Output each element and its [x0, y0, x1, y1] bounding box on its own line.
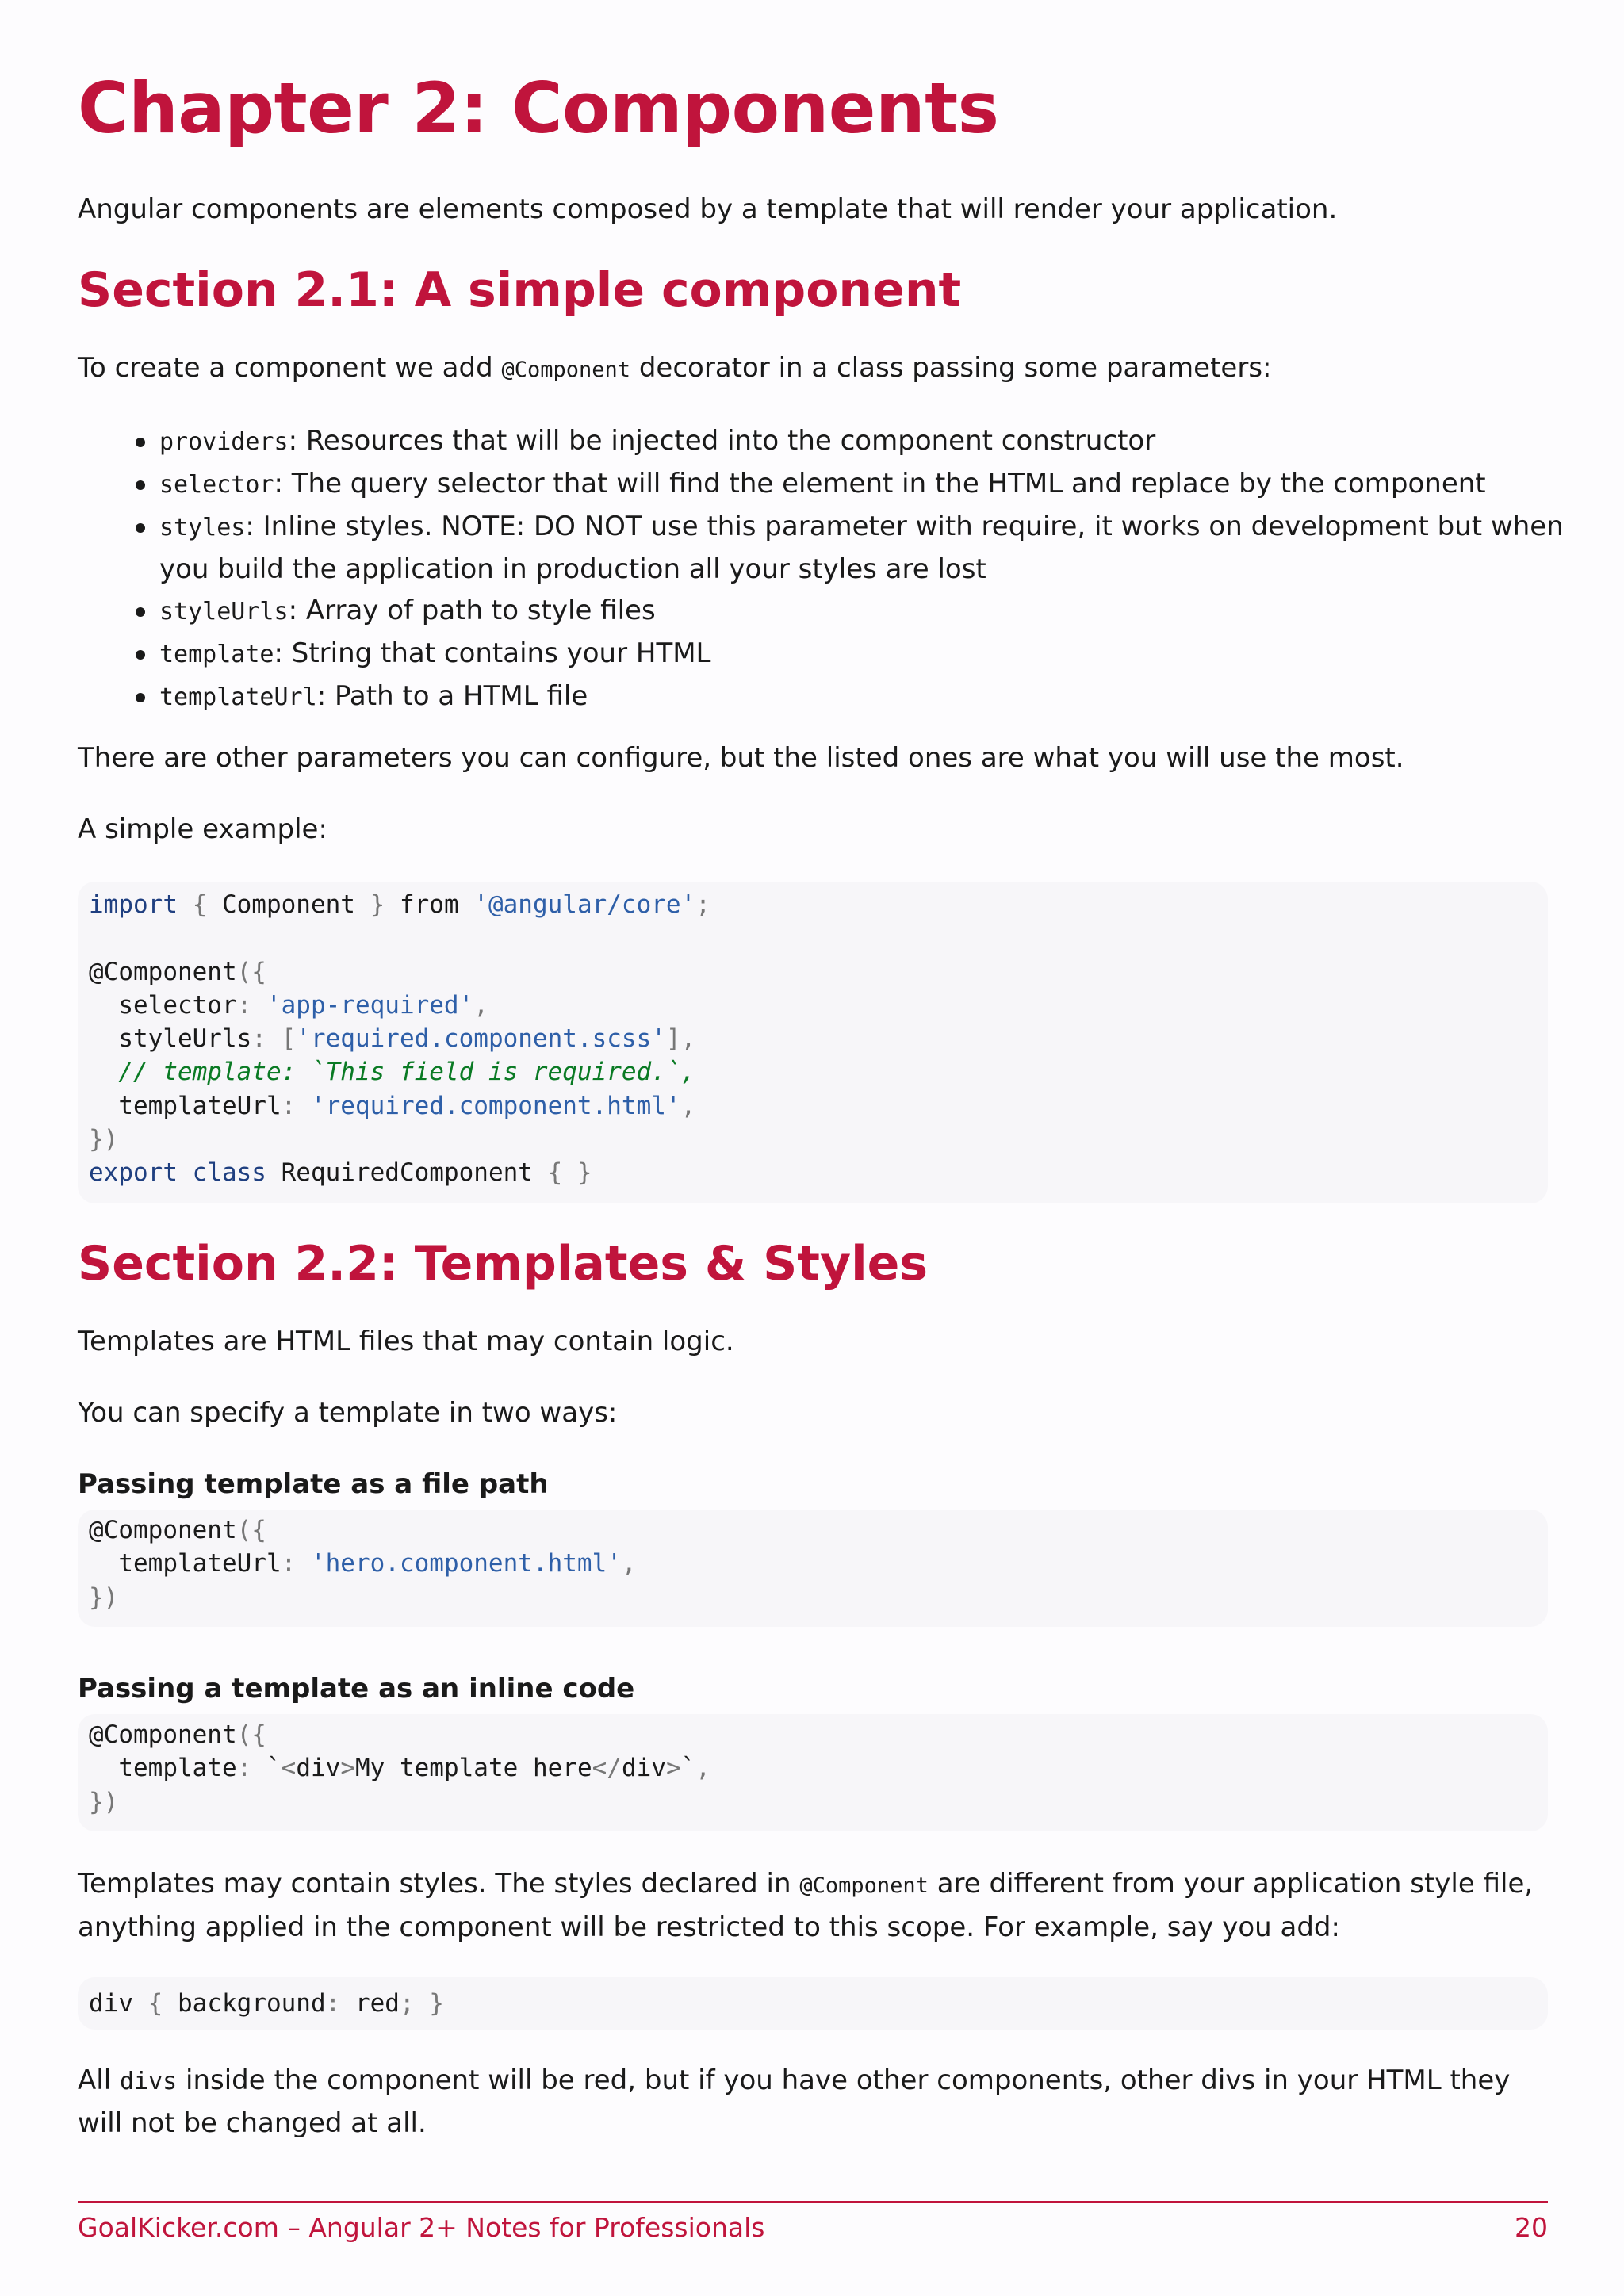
code-block-css	[78, 1977, 1548, 2030]
code-token: ({	[236, 957, 266, 986]
code-token: 'required.component.scss'	[296, 1024, 666, 1054]
code-token: ({	[236, 1516, 266, 1544]
param-desc: : Array of path to style files	[288, 595, 656, 626]
code-token: :	[236, 990, 266, 1020]
footer-divider	[78, 2201, 1548, 2203]
param-name: template	[159, 641, 274, 668]
code-token: </	[592, 1754, 622, 1783]
code-token: {	[133, 1989, 178, 2018]
code-token: ({	[236, 1720, 266, 1749]
code-token: ;	[399, 1989, 430, 2018]
code-token: RequiredComponent	[266, 1158, 548, 1188]
param-name: templateUrl	[159, 683, 317, 711]
code-token: template	[89, 1754, 237, 1783]
code-token: 'app-required'	[266, 990, 474, 1020]
param-desc: : Inline styles. NOTE: DO NOT use this parameter with require, it works on development but when you build the application in production all your styles are lost	[159, 511, 1564, 585]
code-token: ;	[695, 890, 710, 919]
code-token: }	[354, 890, 400, 919]
code-token: :	[281, 1549, 311, 1578]
paragraph-text: Templates may contain styles. The styles declared in	[78, 1868, 800, 1900]
code-token: :	[281, 1091, 311, 1120]
example-label: A simple example:	[78, 813, 327, 845]
code-token: >	[340, 1754, 355, 1783]
list-item	[78, 420, 1622, 463]
list-item	[78, 633, 1622, 675]
code-token: red	[354, 1989, 400, 2018]
param-desc: : String that contains your HTML	[274, 637, 711, 669]
chapter-intro: Angular components are elements composed by a template that will render your application.	[78, 193, 1338, 225]
footer-source: GoalKicker.com – Angular 2+ Notes for Professionals	[78, 2212, 765, 2243]
code-token: 'hero.component.html'	[310, 1549, 622, 1578]
section-2-2-title: Section 2.2: Templates & Styles	[78, 1236, 929, 1292]
templates-intro: Templates are HTML files that may contain logic.	[78, 1326, 734, 1357]
code-token: div	[296, 1754, 341, 1783]
code-token: {	[177, 890, 222, 919]
code-token: >	[665, 1754, 681, 1783]
code-token: My template here	[354, 1754, 592, 1783]
final-paragraph	[78, 2060, 1548, 2144]
code-token: ,	[695, 1754, 710, 1783]
inline-code: divs	[119, 2068, 178, 2095]
code-block-inline-template	[78, 1714, 1548, 1831]
param-name: styleUrls	[159, 598, 289, 626]
inline-code: @Component	[799, 1873, 929, 1898]
code-token: div	[621, 1754, 666, 1783]
code-token: : [	[251, 1024, 297, 1054]
param-desc: : Resources that will be injected into the component constructor	[288, 425, 1156, 457]
param-name: selector	[159, 471, 274, 499]
code-token: templateUrl	[89, 1091, 282, 1120]
code-token: templateUrl	[89, 1549, 282, 1578]
parameter-list	[78, 420, 1622, 718]
page-number: 20	[1515, 2212, 1548, 2243]
code-block-component	[78, 882, 1548, 1203]
code-token: `	[680, 1754, 696, 1783]
code-token: :	[325, 1989, 355, 2018]
list-item	[78, 463, 1622, 506]
code-token: `	[266, 1754, 282, 1783]
code-token: :	[236, 1754, 266, 1783]
document-page	[78, 0, 1564, 2296]
code-token: ,	[621, 1549, 637, 1578]
list-item	[78, 590, 1622, 633]
code-block-template-url	[78, 1510, 1548, 1627]
param-desc: : The query selector that will find the element in the HTML and replace by the component	[274, 468, 1486, 499]
code-token: })	[89, 1125, 119, 1154]
code-token: background	[178, 1989, 326, 2018]
styles-scope-text	[78, 1863, 1548, 1948]
list-item	[78, 675, 1622, 718]
code-token: selector	[89, 990, 237, 1020]
param-name: styles	[159, 514, 246, 541]
lead-text: To create a component we add	[78, 352, 502, 384]
code-token: styleUrls	[89, 1024, 252, 1054]
param-desc: : Path to a HTML file	[316, 680, 588, 712]
paragraph-text: are different from your application style file, anything applied in the component will be restricted to this scope. For example, say you add:	[78, 1868, 1534, 1943]
code-token: }	[429, 1989, 444, 2018]
code-token: import	[89, 890, 178, 919]
code-token: <	[281, 1754, 297, 1783]
code-token: export	[89, 1158, 178, 1188]
paragraph-text: All	[78, 2064, 120, 2096]
code-token: ,	[680, 1091, 696, 1120]
chapter-title: Chapter 2: Components	[78, 67, 999, 149]
subheading-file-path: Passing template as a file path	[78, 1468, 549, 1500]
code-token: @Component	[89, 957, 237, 986]
code-token: @Component	[89, 1720, 237, 1749]
code-token: 'required.component.html'	[310, 1091, 681, 1120]
code-token: from	[399, 890, 459, 919]
code-token: { }	[547, 1158, 592, 1188]
section-2-1-lead	[78, 347, 1272, 391]
inline-code: @Component	[501, 358, 631, 382]
lead-text-end: decorator in a class passing some parameters:	[630, 352, 1272, 384]
code-token: ,	[473, 990, 488, 1020]
subheading-inline-code: Passing a template as an inline code	[78, 1673, 635, 1705]
other-params-text: There are other parameters you can configure, but the listed ones are what you will use the most.	[78, 742, 1404, 774]
code-token: Component	[221, 890, 355, 919]
code-token: class	[192, 1158, 266, 1188]
code-token: })	[89, 1787, 119, 1816]
section-2-1-title: Section 2.1: A simple component	[78, 262, 962, 318]
paragraph-text: inside the component will be red, but if you have other components, other divs in your HTML they will not be changed at all.	[78, 2064, 1511, 2139]
code-token: @Component	[89, 1516, 237, 1544]
code-token: ],	[665, 1024, 696, 1054]
code-token: '@angular/core'	[473, 890, 696, 919]
param-name: providers	[159, 428, 289, 456]
template-ways-text: You can specify a template in two ways:	[78, 1397, 618, 1429]
code-comment: // template: `This field is required.`,	[89, 1058, 696, 1087]
code-token: div	[89, 1989, 133, 2018]
list-item	[78, 506, 1622, 590]
code-token: })	[89, 1582, 119, 1612]
